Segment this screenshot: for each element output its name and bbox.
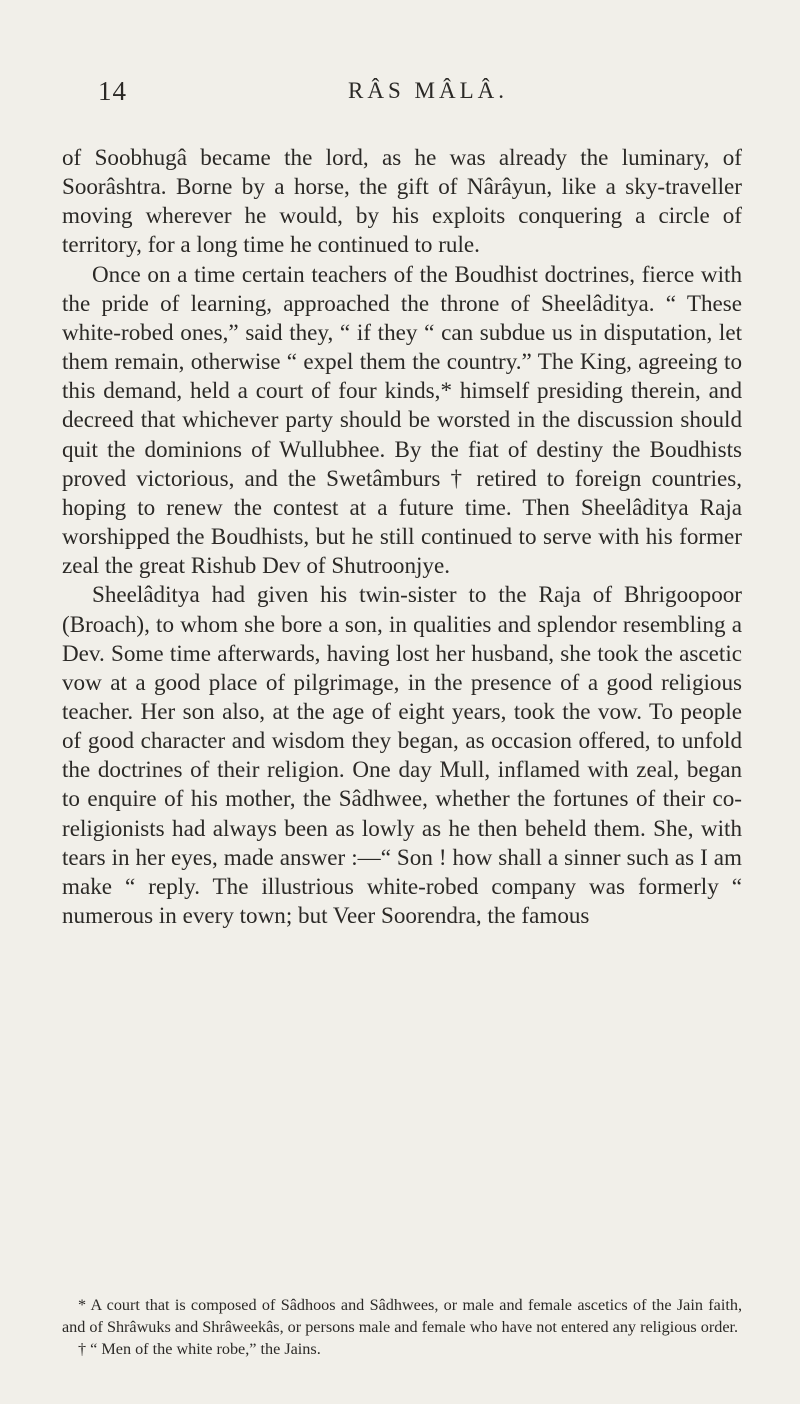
- footnote-court: * A court that is composed of Sâdhoos and Sâdhwees, or male and female ascetics of the Jain faith, and of Shrâwuks and Shrâweekâs, or persons male and female who have not entered any religious order.: [62, 1296, 742, 1336]
- footnote-white-robe: † “ Men of the white robe,” the Jains.: [78, 1340, 321, 1358]
- running-head: [98, 76, 738, 116]
- paragraph-twin-sister: Sheelâditya had given his twin-sister to the Raja of Bhrigoopoor (Broach), to whom she bore a son, in qualities and splendor resembling a Dev. Some time afterwards, having lost her husband, she took the ascetic vow at a good place of pilgrimage, in the presence of a good religious teacher. Her son also, at the age of eight years, took the vow. To people of good character and wisdom they began, as occasion offered, to unfold the doctrines of their religion. One day Mull, inflamed with zeal, began to enquire of his mother, the Sâdhwee, whether the fortunes of their co-religionists had always been as lowly as he then beheld them. She, with tears in her eyes, made answer :—“ Son ! how shall a sinner such as I am make “ reply. The illustrious white-robed company was formerly “ numerous in every town; but Veer Soorendra, the famous: [62, 581, 742, 929]
- book-title: RÂS MÂLÂ.: [348, 78, 508, 103]
- page-number: 14: [98, 76, 127, 106]
- paragraph-continuation: of Soobhugâ became the lord, as he was already the luminary, of Soorâshtra. Borne by a horse, the gift of Nârâyun, like a sky-traveller moving wherever he would, by his exploits conquering a circle of territory, for a long time he continued to rule.: [62, 144, 742, 258]
- footnotes: [62, 1294, 742, 1360]
- paragraph-boudhist-disputation: Once on a time certain teachers of the Boudhist doctrines, fierce with the pride of learning, approached the throne of Sheelâditya. “ These white-robed ones,” said they, “ if they “ can subdue us in disputation, let them remain, otherwise “ expel them the country.” The King, agreeing to this demand, held a court of four kinds,* himself presiding therein, and decreed that whichever party should be worsted in the discussion should quit the dominions of Wullubhee. By the fiat of destiny the Boudhists proved victorious, and the Swetâmburs † retired to foreign countries, hoping to renew the contest at a future time. Then Sheelâditya Raja worshipped the Boudhists, but he still continued to serve with his former zeal the great Rishub Dev of Shutroonjye.: [62, 260, 742, 579]
- body-text: [62, 143, 742, 930]
